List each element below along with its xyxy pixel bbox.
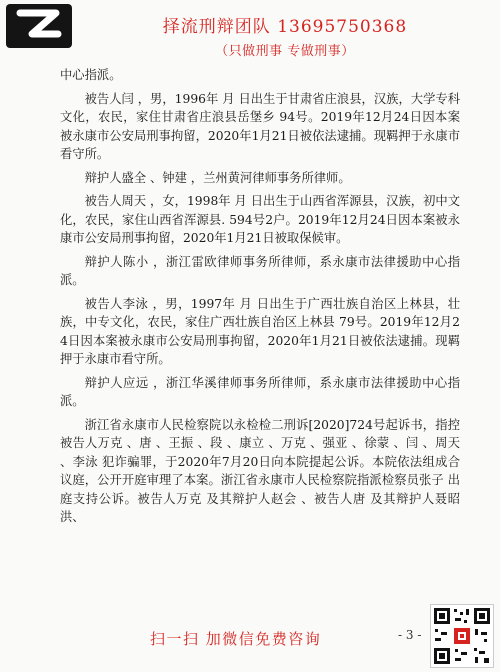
qr-code-icon[interactable] [430, 604, 494, 668]
page-number: - 3 - [398, 628, 422, 642]
paragraph: 被告人李泳 ，男，1997年 月 日出生于广西壮族自治区上林县，壮族，中专文化，农民，家住广西壮族自治区上林县 79号。2019年12月24日因本案被永康市公安局刑事拘留，2020年1月21日被依法逮捕。现羁押于永康市看守所。 [60, 296, 460, 366]
paragraph: 辩护人陈小 ，浙江雷欧律师事务所律师，系永康市法律援助中心指派。 [60, 254, 460, 287]
logo-icon [6, 4, 72, 48]
header-title: 择流刑辩团队 13695750368 [162, 17, 408, 37]
paragraph: 辩护人盛全 、钟建 ，兰州黄河律师事务所律师。 [84, 170, 351, 185]
header-subtitle: （只做刑事 专做刑事） [215, 44, 355, 59]
paragraph: 被告人闫 ，男，1996年 月 日出生于甘肃省庄浪县，汉族，大学专科文化，农民，家住甘肃省庄浪县岳堡乡 94号。2019年12月24日因本案被永康市公安局刑事拘留，2020年1月21日被依法逮捕。现羁押于永康市看守所。 [60, 91, 460, 161]
wechat-cta: 扫一扫 加微信免费咨询 [150, 630, 322, 648]
paragraph: 被告人周天 ，女，1998年 月 日出生于山西省浑源县，汉族，初中文化，农民，家住山西省浑源县. 594号2户。2019年12月24日因本案被永康市公安局刑事拘留，2020年1月21日被取保候审。 [60, 194, 460, 245]
header-banner [120, 12, 450, 59]
paragraph: 中心指派。 [60, 68, 122, 82]
paragraph: 辩护人应远 ，浙江华溪律师事务所律师，系永康市法律援助中心指派。 [60, 375, 460, 408]
paragraph: 浙江省永康市人民检察院以永检检二刑诉[2020]724号起诉书，指控被告人万克 、唐 、王振 、段 、康立 、万克 、强亚 、徐蒙 、闫 、周天 、李泳 犯诈骗罪，于2020年7月20日向本院提起公诉。本院依法组成合议庭，公开开庭审理了本案。浙江省永康市人民检察院指派检察员张子 出庭支持公诉。被告人万克 及其辩护人赵会 、被告人唐 及其辩护人聂昭洪、 [60, 417, 460, 524]
document-body [60, 66, 460, 532]
